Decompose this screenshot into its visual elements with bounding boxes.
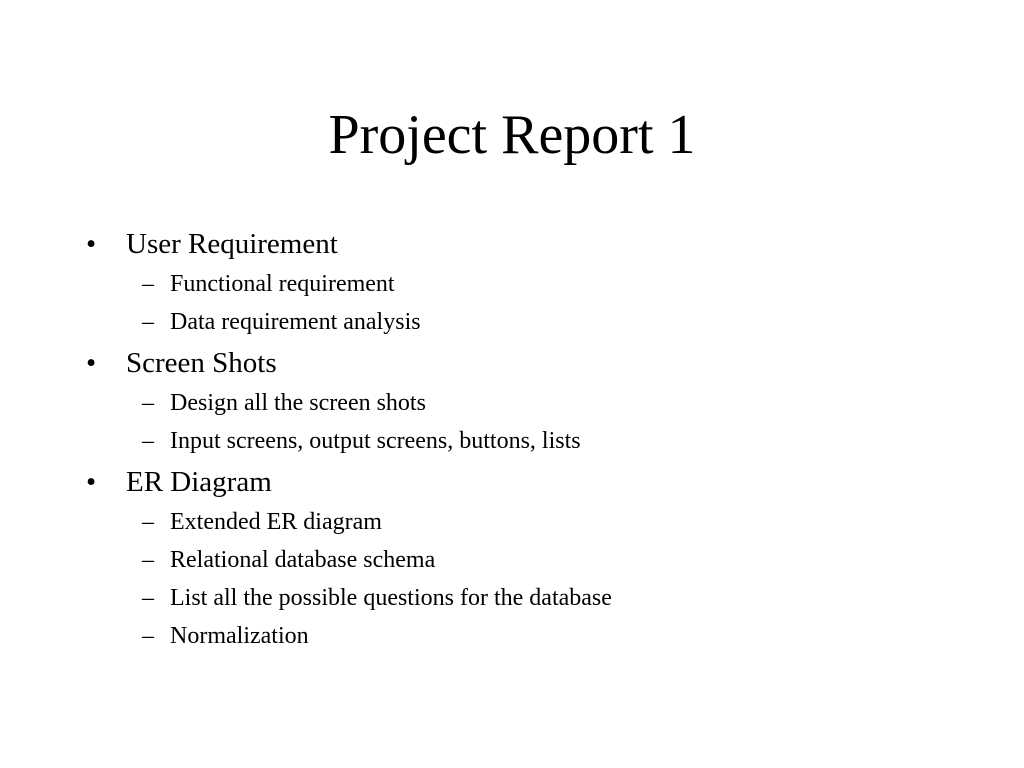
dash-icon: – xyxy=(142,428,154,454)
bullet-item-er-diagram xyxy=(86,462,966,502)
bullet-item-screen-shots xyxy=(86,343,966,383)
sub-item-label: Normalization xyxy=(170,623,309,649)
dash-icon: – xyxy=(142,547,154,573)
bullet-item-user-requirement xyxy=(86,224,966,264)
bullet-icon: • xyxy=(86,228,97,260)
sub-item-label: Design all the screen shots xyxy=(170,390,426,416)
dash-icon: – xyxy=(142,271,154,297)
sub-item xyxy=(86,617,966,655)
dash-icon: – xyxy=(142,309,154,335)
sub-item-label: Input screens, output screens, buttons, lists xyxy=(170,428,581,454)
bullet-label: ER Diagram xyxy=(126,466,272,498)
bullet-label: User Requirement xyxy=(126,228,338,260)
sub-item xyxy=(86,503,966,541)
sub-list xyxy=(86,265,966,341)
sub-item xyxy=(86,265,966,303)
sub-item-label: Relational database schema xyxy=(170,547,436,573)
sub-item xyxy=(86,541,966,579)
dash-icon: – xyxy=(142,623,154,649)
sub-list xyxy=(86,384,966,460)
sub-item xyxy=(86,579,966,617)
sub-item-label: Functional requirement xyxy=(170,271,395,297)
sub-item-label: Data requirement analysis xyxy=(170,309,421,335)
sub-item-label: Extended ER diagram xyxy=(170,509,382,535)
sub-item xyxy=(86,384,966,422)
sub-item xyxy=(86,303,966,341)
slide-body xyxy=(86,224,966,657)
sub-list xyxy=(86,503,966,655)
dash-icon: – xyxy=(142,390,154,416)
bullet-icon: • xyxy=(86,347,97,379)
slide-title: Project Report 1 xyxy=(328,104,696,166)
dash-icon: – xyxy=(142,585,154,611)
sub-item xyxy=(86,422,966,460)
dash-icon: – xyxy=(142,509,154,535)
sub-item-label: List all the possible questions for the database xyxy=(170,585,612,611)
bullet-icon: • xyxy=(86,466,97,498)
bullet-label: Screen Shots xyxy=(126,347,277,379)
